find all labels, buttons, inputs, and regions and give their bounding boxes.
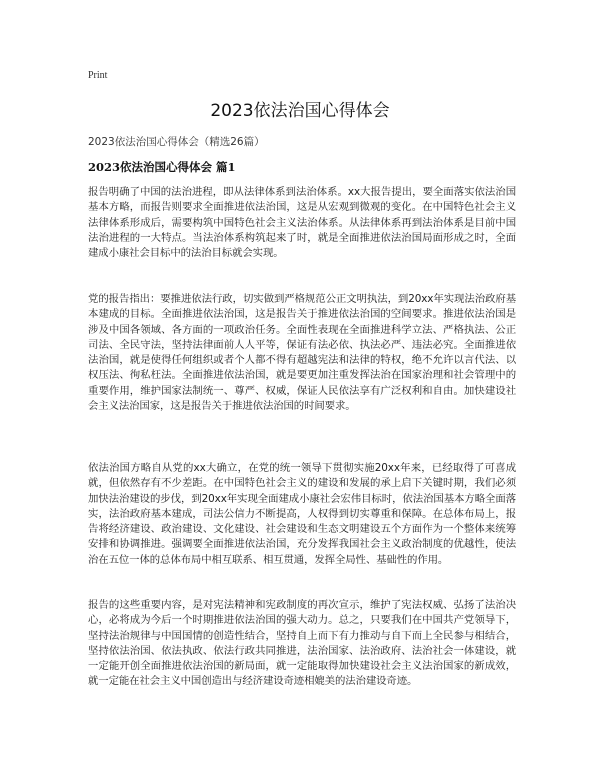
print-link[interactable]: Print — [88, 70, 108, 81]
paragraph-1: 报告明确了中国的法治进程，即从法律体系到法治体系。xx大报告提出，要全面落实依法治国基本方略，而报告则要求全面推进依法治国，这是从宏观到微观的变化。在中国特色社会主义法律体系形成后，需要构筑中国特色社会主义法治体系。从法律体系再到法治体系是目前中国法治进程的一大特点。当法治体系构筑起来了时，就是全面推进依法治国局面形成之时，全面建成小康社会目标中的法治目标就会实现。 — [88, 186, 516, 260]
document-subtitle: 2023依法治国心得体会（精选26篇） — [88, 136, 265, 148]
paragraph-3: 依法治国方略自从党的xx大确立，在党的统一领导下贯彻实施20xx年来，已经取得了可喜成就，但依然存有不少差距。在中国特色社会主义的建设和发展的承上启下关键时期，我们必须加快法治建设的步伐，到20xx年实现全面建成小康社会宏伟目标时，依法治国基本方略全面落实，法治政府基本建成，司法公信力不断提高，人权得到切实尊重和保障。在总体布局上，报告将经济建设、政治建设、文化建设、社会建设和生态文明建设五个方面作为一个整体来统筹安排和协调推进。强调要全面推进依法治国，充分发挥我国社会主义政治制度的优越性，使法治在五位一体的总体布局中相互联系、相互贯通，发挥全局性、基础性的作用。 — [88, 462, 516, 566]
page-title: 2023依法治国心得体会 — [210, 101, 390, 121]
paragraph-4: 报告的这些重要内容，是对宪法精神和宪政制度的再次宣示，维护了宪法权威、弘扬了法治决心，必将成为今后一个时期推进依法治国的强大动力。总之，只要我们在中国共产党领导下，坚持法治规律与中国国情的创造性结合，坚持自上而下有力推动与自下而上全民参与相结合，坚持依法治国、依法执政、依法行政共同推进，法治国家、法治政府、法治社会一体建设，就一定能开创全面推进依法治国的新局面，就一定能取得加快建设社会主义法治国家的新成效，就一定能在社会主义中国创造出与经济建设奇迹相媲美的法治建设奇迹。 — [88, 599, 516, 688]
section-heading: 2023依法治国心得体会 篇1 — [88, 160, 236, 174]
paragraph-2: 党的报告指出：要推进依法行政，切实做到严格规范公正文明执法，到20xx年实现法治政府基本建成的目标。全面推进依法治国，这是报告关于推进依法治国的空间要求。推进依法治国是涉及中国各领域、各方面的一项政治任务。全面性表现在全面推进科学立法、严格执法、公正司法、全民守法，坚持法律面前人人平等，保证有法必依、执法必严、违法必究。全面推进依法治国，就是使得任何组织或者个人都不得有超越宪法和法律的特权，绝不允许以言代法、以权压法、徇私枉法。全面推进依法治国，就是要更加注重发挥法治在国家治理和社会管理中的重要作用，维护国家法制统一、尊严、权威，保证人民依法享有广泛权利和自由。加快建设社会主义法治国家，这是报告关于推进依法治国的时间要求。 — [88, 293, 516, 413]
